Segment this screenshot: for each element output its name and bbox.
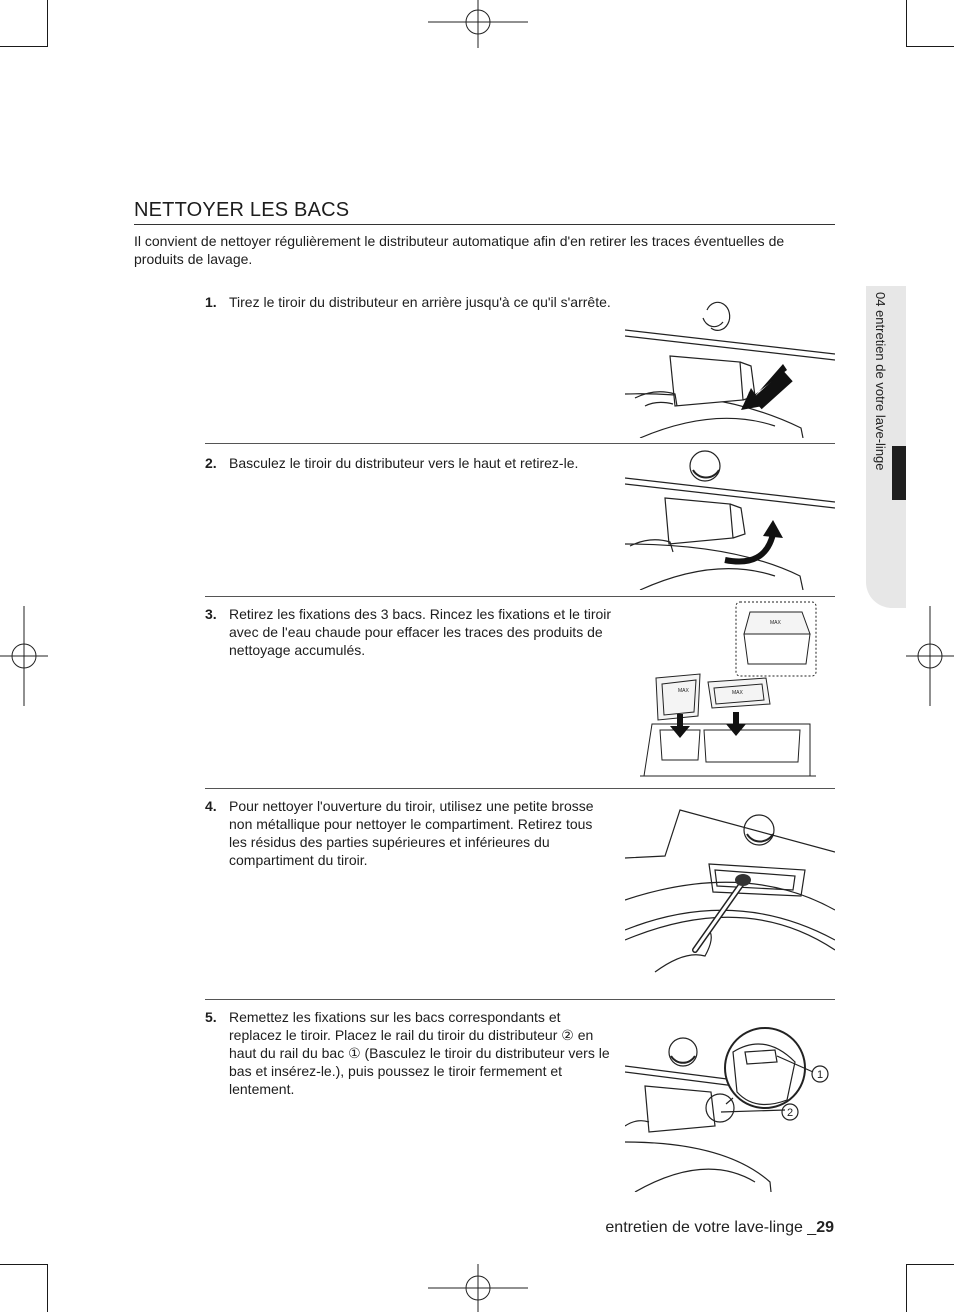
intro-paragraph: Il convient de nettoyer régulièrement le distributeur automatique afin d'en retirer les traces éventuelles de produits de lavage. xyxy=(134,233,785,267)
step-text: Tirez le tiroir du distributeur en arrière jusqu'à ce qu'il s'arrête. xyxy=(229,294,611,310)
chapter-tab-marker xyxy=(892,446,906,500)
registration-mark-top xyxy=(428,0,528,50)
callout-1: 1 xyxy=(816,1069,824,1081)
max-label: MAX xyxy=(678,688,689,694)
step-number: 4. xyxy=(205,798,217,814)
crop-mark xyxy=(906,1264,907,1312)
step-separator xyxy=(205,999,835,1000)
step-number: 5. xyxy=(205,1009,217,1025)
step-text: Retirez les fixations des 3 bacs. Rincez les fixations et le tiroir avec de l'eau chaude pour effacer les traces des produits de nettoyage accumulés. xyxy=(229,606,612,658)
figure-brush-compartment xyxy=(625,800,835,990)
page-number: 29 xyxy=(816,1219,834,1236)
page-footer xyxy=(605,1219,834,1237)
crop-mark xyxy=(906,1264,954,1265)
step-text: Basculez le tiroir du distributeur vers le haut et retirez-le. xyxy=(229,455,579,471)
section-title: NETTOYER LES BACS xyxy=(134,199,350,221)
crop-mark xyxy=(47,1264,48,1312)
max-label: MAX xyxy=(770,620,781,626)
crop-mark xyxy=(0,46,48,47)
figure-remove-fixations xyxy=(640,600,820,784)
figure-tilt-drawer xyxy=(625,448,835,590)
crop-mark xyxy=(47,0,48,47)
step-number: 1. xyxy=(205,294,217,310)
step-text: Remettez les fixations sur les bacs correspondants et replacez le tiroir. Placez le rail du tiroir du distributeur ② en haut du rail du bac ① (Basculez le tiroir du distributeur vers le bas et insérez-le.), puis poussez le tiroir fermement et lentement. xyxy=(229,1009,610,1097)
step-separator xyxy=(205,443,835,444)
step-separator xyxy=(205,788,835,789)
figure-replace-drawer xyxy=(625,1022,835,1192)
step-separator xyxy=(205,596,835,597)
title-underline xyxy=(134,224,835,225)
figure-pull-drawer xyxy=(625,296,835,438)
step-number: 2. xyxy=(205,455,217,471)
crop-mark xyxy=(0,1264,48,1265)
step-text: Pour nettoyer l'ouverture du tiroir, utilisez une petite brosse non métallique pour nettoyer le compartiment. Retirez tous les résidus des parties supérieures et inférieures du compartiment du tiroir. xyxy=(229,798,594,868)
step-number: 3. xyxy=(205,606,217,622)
crop-mark xyxy=(906,46,954,47)
crop-mark xyxy=(906,0,907,47)
registration-mark-right xyxy=(904,606,954,706)
footer-chapter: entretien de votre lave-linge _ xyxy=(605,1219,817,1236)
chapter-side-label: 04 entretien de votre lave-linge xyxy=(873,292,888,471)
registration-mark-bottom xyxy=(428,1262,528,1312)
max-label: MAX xyxy=(732,690,743,696)
registration-mark-left xyxy=(0,606,50,706)
callout-2: 2 xyxy=(786,1107,794,1119)
